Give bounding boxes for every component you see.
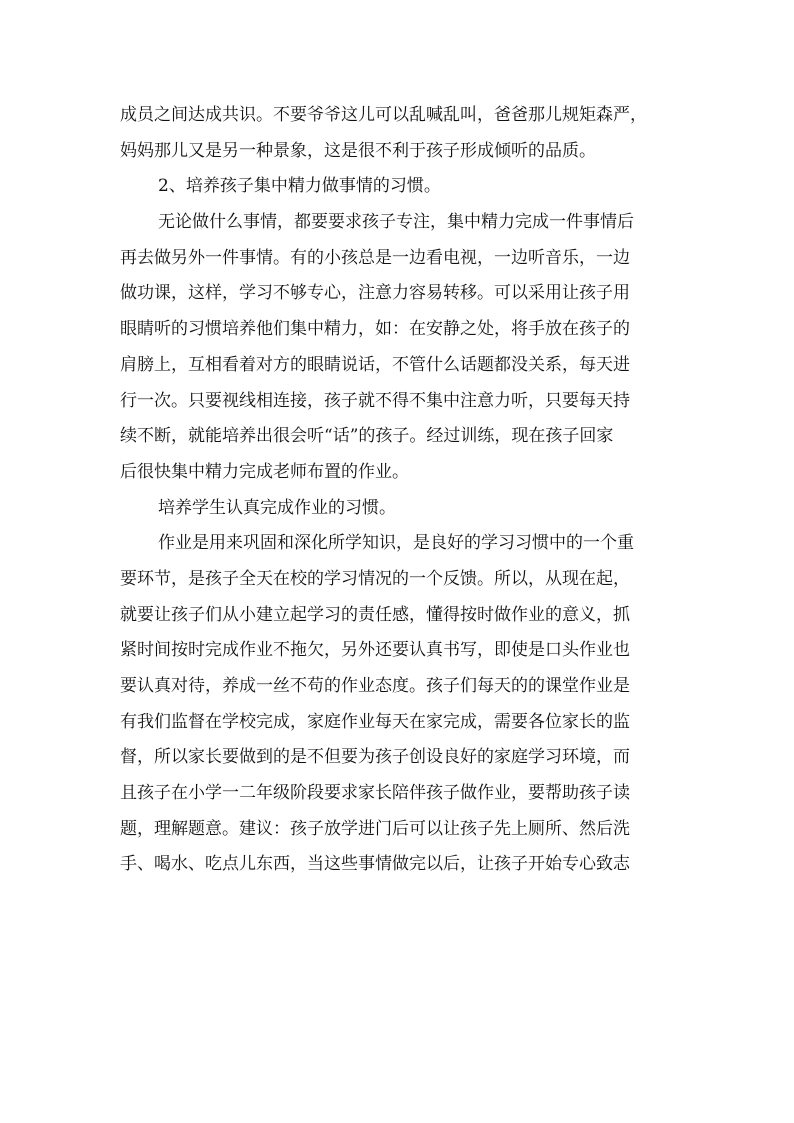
text-line: 成员之间达成共识。不要爷爷这儿可以乱喊乱叫，爸爸那儿规矩森严， (120, 105, 647, 125)
text-line: 要环节，是孩子全天在校的学习情况的一个反馈。所以，从现在起， (120, 568, 630, 589)
text-line: 且孩子在小学一二年级阶段要求家长陪伴孩子做作业，要帮助孩子读 (120, 783, 630, 804)
text-line: 行一次。只要视线相连接，孩子就不得不集中注意力听，只要每天持 (120, 390, 630, 411)
paragraph-first-line: 作业是用来巩固和深化所学知识，是良好的学习习惯中的一个重 (158, 533, 634, 554)
text-line: 续不断，就能培养出很会听“话”的孩子。经过训练，现在孩子回家 (120, 426, 614, 447)
text-line: 肩膀上，互相看着对方的眼睛说话，不管什么话题都没关系，每天进 (120, 354, 630, 375)
text-line: 要认真对待，养成一丝不苟的作业态度。孩子们每天的的课堂作业是 (120, 676, 630, 696)
text-line: 手、喝水、吃点儿东西，当这些事情做完以后，让孩子开始专心致志 (120, 854, 630, 875)
section-heading: 培养学生认真完成作业的习惯。 (158, 497, 396, 518)
text-line: 做功课，这样，学习不够专心，注意力容易转移。可以采用让孩子用 (120, 283, 630, 304)
text-line: 妈妈那儿又是另一种景象，这是很不利于孩子形成倾听的品质。 (120, 140, 596, 161)
text-line: 就要让孩子们从小建立起学习的责任感，懂得按时做作业的意义，抓 (120, 604, 630, 625)
text-line: 紧时间按时完成作业不拖欠，另外还要认真书写，即使是口头作业也 (120, 640, 630, 661)
text-line: 眼睛听的习惯培养他们集中精力，如：在安静之处，将手放在孩子的 (120, 319, 630, 340)
text-line: 题，理解题意。建议：孩子放学进门后可以让孩子先上厕所、然后洗 (120, 818, 630, 839)
text-line: 督，所以家长要做到的是不但要为孩子创设良好的家庭学习环境，而 (120, 747, 630, 768)
text-line: 后很快集中精力完成老师布置的作业。 (120, 461, 409, 482)
text-line: 有我们监督在学校完成，家庭作业每天在家完成，需要各位家长的监 (120, 711, 630, 732)
text-line: 再去做另外一件事情。有的小孩总是一边看电视，一边听音乐，一边 (120, 247, 630, 268)
document-body (120, 98, 672, 883)
paragraph-first-line: 无论做什么事情，都要要求孩子专注，集中精力完成一件事情后 (158, 212, 634, 233)
section-heading: 2、培养孩子集中精力做事情的习惯。 (158, 176, 441, 197)
